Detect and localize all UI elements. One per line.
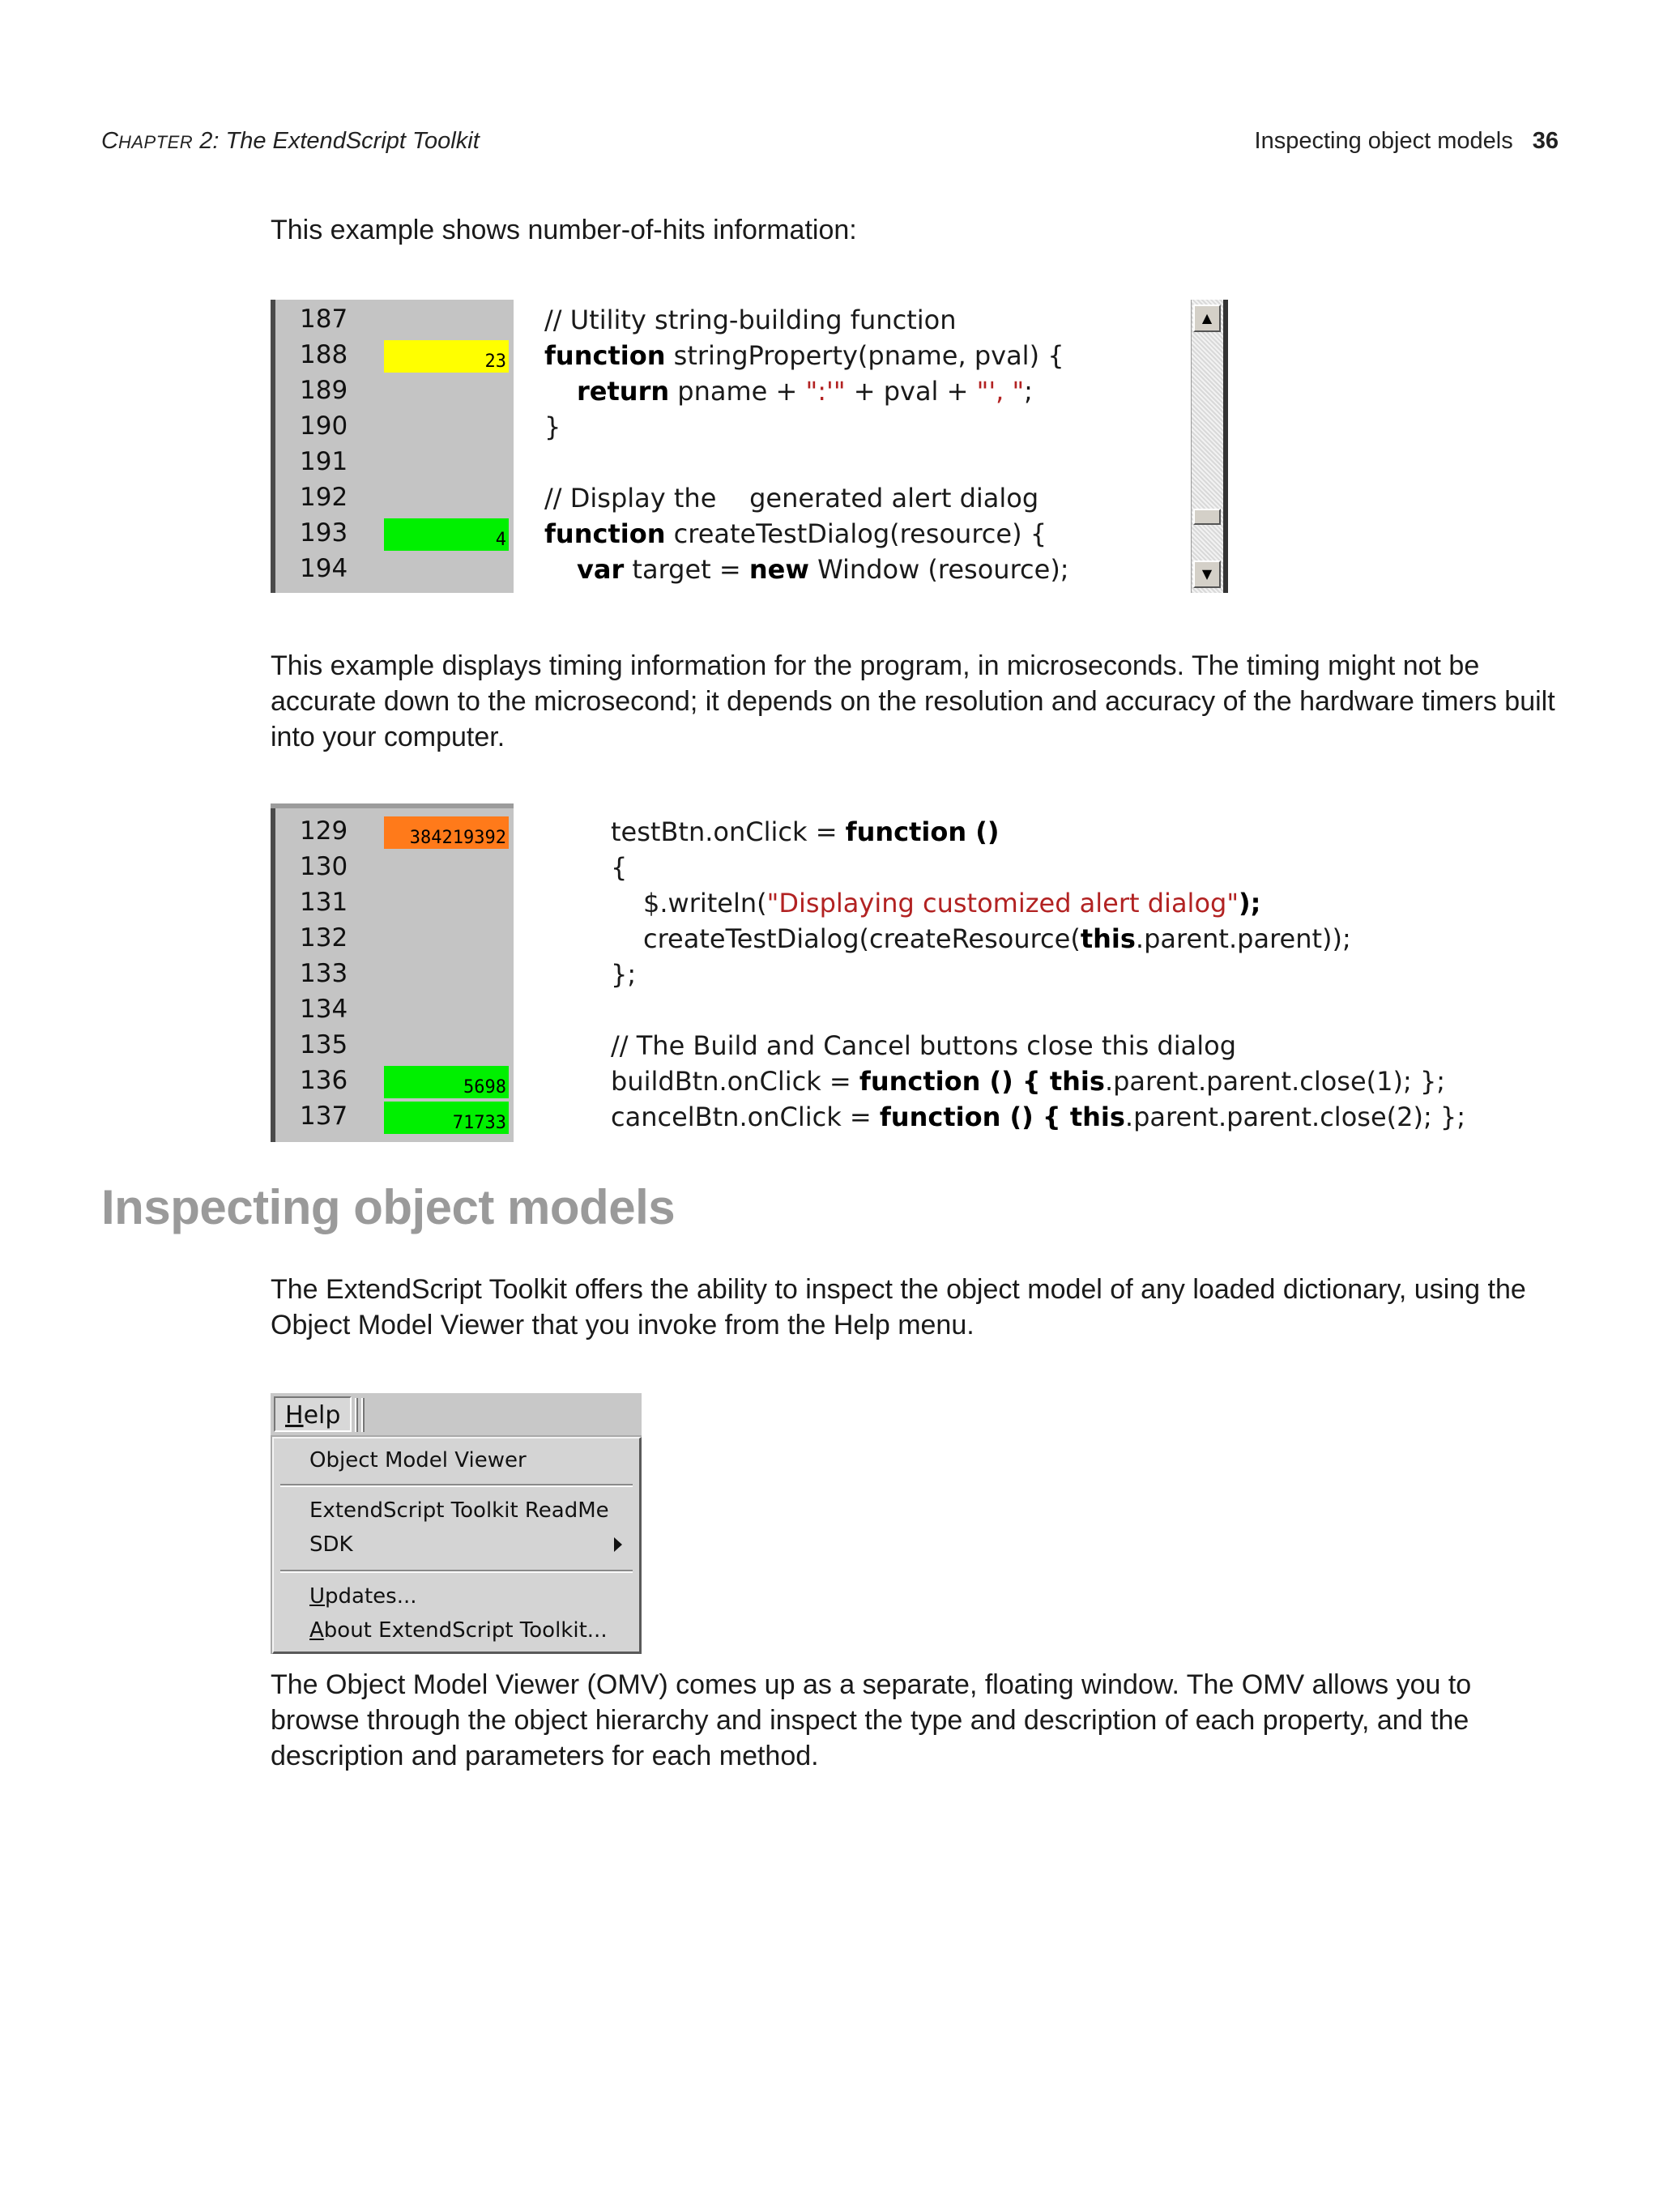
line-number: 189 — [300, 376, 348, 405]
scroll-thumb[interactable] — [1193, 509, 1221, 525]
code-line-193: function createTestDialog(resource) { — [544, 518, 1047, 549]
running-header-section — [1255, 128, 1559, 155]
paragraph-omv-intro: The ExtendScript Toolkit offers the ability to inspect the object model of any loaded dictionary, using the Object Model Viewer that you invoke from the Help menu. — [271, 1274, 1526, 1340]
code-line-135: // The Build and Cancel buttons close this dialog — [611, 1030, 1237, 1061]
page-number: 36 — [1532, 128, 1559, 154]
paragraph-hits-intro: This example shows number-of-hits information: — [271, 215, 857, 245]
menu-item-sdk[interactable]: SDK — [309, 1532, 353, 1557]
help-dropdown-menu — [272, 1437, 642, 1654]
code-line-194: var target = new Window (resource); — [577, 554, 1069, 585]
line-number: 134 — [300, 995, 348, 1024]
hit-count-cell: 384219392 — [384, 816, 509, 849]
line-number: 130 — [300, 852, 348, 881]
code-line-130: { — [611, 852, 628, 883]
code-line-133: }; — [611, 959, 637, 990]
menu-item-object-model-viewer[interactable]: Object Model Viewer — [309, 1448, 527, 1473]
scroll-up-arrow-icon[interactable]: ▲ — [1193, 305, 1221, 332]
menu-bar — [271, 1393, 642, 1435]
code-line-190: } — [544, 411, 561, 442]
line-number: 133 — [300, 959, 348, 988]
line-number: 131 — [300, 888, 348, 917]
code-line-188: function stringProperty(pname, pval) { — [544, 340, 1064, 371]
code-line-129: testBtn.onClick = function () — [611, 816, 1000, 847]
line-number: 136 — [300, 1066, 348, 1095]
line-number: 187 — [300, 305, 348, 334]
line-number: 135 — [300, 1030, 348, 1059]
paragraph-timing-intro: This example displays timing information for the program, in microseconds. The timing might not be accurate down to the microsecond; it depends on the resolution and accuracy of the hardware timers built into your computer. — [271, 650, 1555, 752]
code-line-132: createTestDialog(createResource(this.parent.parent)); — [643, 923, 1351, 954]
paragraph-omv-description: The Object Model Viewer (OMV) comes up as a separate, floating window. The OMV allows you to browse through the object hierarchy and inspect the type and description of each property, and the description and parameters for each method. — [271, 1669, 1472, 1771]
help-menu-screenshot — [271, 1393, 642, 1654]
code-line-131: $.writeln("Displaying customized alert dialog"); — [643, 888, 1261, 918]
hit-count-cell: 4 — [384, 518, 509, 551]
line-number: 188 — [300, 340, 348, 369]
code-line-187: // Utility string-building function — [544, 305, 957, 335]
code-line-137: cancelBtn.onClick = function () { this.parent.parent.close(2); }; — [611, 1102, 1466, 1132]
vertical-scrollbar[interactable] — [1191, 300, 1224, 593]
running-header-chapter: CHAPTER 2: The ExtendScript Toolkit — [101, 128, 480, 154]
line-number: 190 — [300, 411, 348, 441]
menu-item-readme[interactable]: ExtendScript Toolkit ReadMe — [309, 1498, 609, 1523]
code-line-192: // Display the generated alert dialog — [544, 483, 1039, 514]
hit-count-cell: 71733 — [384, 1102, 509, 1134]
line-number: 193 — [300, 518, 348, 548]
help-menu-button[interactable]: Help — [274, 1396, 352, 1432]
code-line-136: buildBtn.onClick = function () { this.parent.parent.close(1); }; — [611, 1066, 1446, 1097]
menu-item-updates[interactable]: Updates... — [309, 1584, 417, 1609]
scroll-down-arrow-icon[interactable]: ▼ — [1193, 560, 1221, 588]
line-number: 132 — [300, 923, 348, 953]
line-number: 194 — [300, 554, 348, 583]
line-number: 129 — [300, 816, 348, 846]
menu-item-about[interactable]: About ExtendScript Toolkit... — [309, 1618, 608, 1643]
line-number: 192 — [300, 483, 348, 512]
code-panel-timing — [271, 803, 1466, 1142]
section-title: Inspecting object models — [1254, 128, 1513, 154]
hit-count-cell: 23 — [384, 340, 509, 373]
section-heading: Inspecting object models — [101, 1180, 676, 1234]
submenu-arrow-icon — [614, 1537, 622, 1552]
code-panel-hits — [271, 300, 1241, 593]
line-number: 191 — [300, 447, 348, 476]
line-number: 137 — [300, 1102, 348, 1131]
code-line-189: return pname + ":'" + pval + "', "; — [577, 376, 1033, 407]
hit-count-cell: 5698 — [384, 1066, 509, 1098]
